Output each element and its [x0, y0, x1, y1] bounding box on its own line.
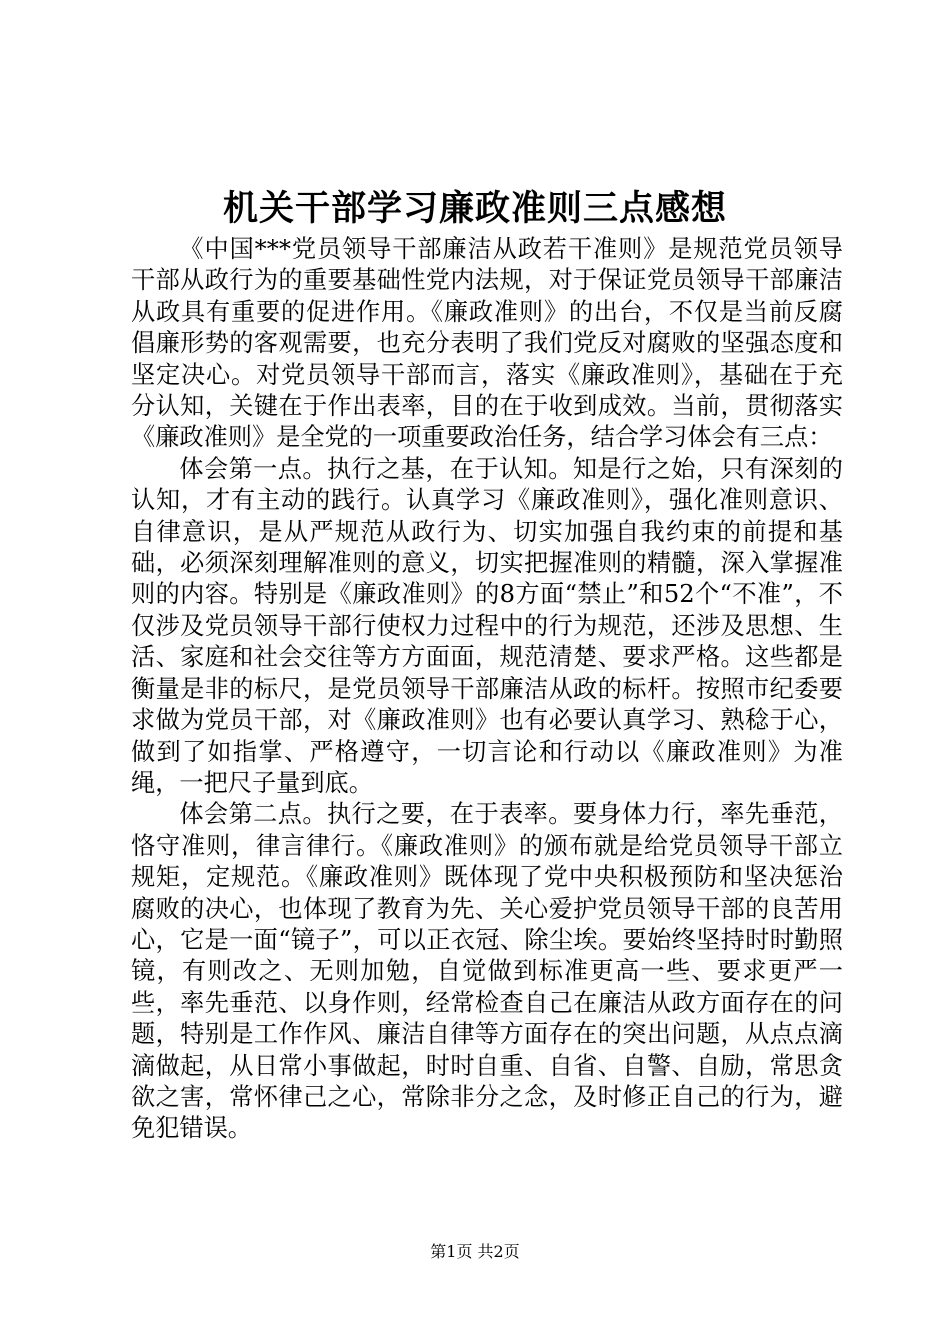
paragraph-intro: 《中国***党员领导干部廉洁从政若干准则》是规范党员领导干部从政行为的重要基础性党内法规，对于保证党员领导干部廉洁从政具有重要的促进作用。《廉政准则》的出台，不仅是当前反腐倡廉形势的客观需要，也充分表明了我们党反对腐败的坚强态度和坚定决心。对党员领导干部而言，落实《廉政准则》，基础在于充分认知，关键在于作出表率，目的在于收到成效。当前，贯彻落实《廉政准则》是全党的一项重要政治任务，结合学习体会有三点： — [131, 235, 843, 452]
paragraph-point-two: 体会第二点。执行之要，在于表率。要身体力行，率先垂范，恪守准则，律言律行。《廉政准则》的颁布就是给党员领导干部立规矩，定规范。《廉政准则》既体现了党中央积极预防和坚决惩治腐败的决心，也体现了教育为先、关心爱护党员领导干部的良苦用心，它是一面“镜子”，可以正衣冠、除尘埃。要始终坚持时时勤照镜，有则改之、无则加勉，自觉做到标准更高一些、要求更严一些，率先垂范、以身作则，经常检查自己在廉洁从政方面存在的问题，特别是工作作风、廉洁自律等方面存在的突出问题，从点点滴滴做起，从日常小事做起，时时自重、自省、自警、自励，常思贪欲之害，常怀律己之心，常除非分之念，及时修正自己的行为，避免犯错误。 — [131, 800, 843, 1143]
document-body — [131, 234, 843, 1145]
paragraph-point-one: 体会第一点。执行之基，在于认知。知是行之始，只有深刻的认知，才有主动的践行。认真学习《廉政准则》，强化准则意识、自律意识，是从严规范从政行为、切实加强自我约束的前提和基础，必须深刻理解准则的意义，切实把握准则的精髓，深入掌握准则的内容。特别是《廉政准则》的8方面“禁止”和52个“不准”，不仅涉及党员领导干部行使权力过程中的行为规范，还涉及思想、生活、家庭和社会交往等方方面面，规范清楚、要求严格。这些都是衡量是非的标尺，是党员领导干部廉洁从政的标杆。按照市纪委要求做为党员干部，对《廉政准则》也有必要认真学习、熟稔于心，做到了如指掌、严格遵守，一切言论和行动以《廉政准则》为准绳，一把尺子量到底。 — [131, 454, 843, 797]
page-number-footer: 第1页 共2页 — [430, 1242, 520, 1261]
document-title: 机关干部学习廉政准则三点感想 — [222, 188, 727, 229]
